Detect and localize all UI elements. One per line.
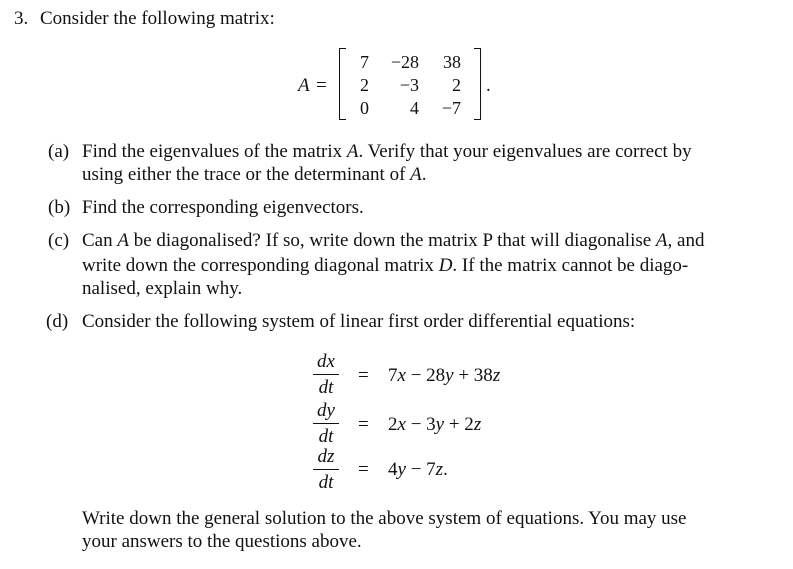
matrix-trailing-period: .	[486, 75, 491, 96]
text-run: , and	[667, 230, 705, 251]
part-a-line1	[82, 140, 692, 164]
eq2-denominator: dt	[318, 426, 334, 447]
matrix-right-bracket	[474, 48, 481, 120]
part-d-label: (d)	[46, 311, 69, 332]
matrix-cell: 0	[360, 98, 369, 118]
matrix-name: A	[298, 75, 310, 96]
text-run: − 7	[405, 459, 436, 480]
math-symbol: z	[435, 459, 444, 480]
matrix-a	[339, 48, 481, 120]
eq2-numerator: dy	[317, 400, 335, 421]
part-c-line2	[82, 254, 688, 278]
eq3-fraction-bar	[313, 469, 339, 470]
eq1-fraction-bar	[313, 374, 339, 375]
matrix-equals: =	[316, 75, 327, 96]
eq1-numerator: dx	[317, 351, 335, 372]
math-symbol: z	[492, 365, 501, 386]
eq3-equals: =	[358, 459, 369, 480]
question-number: 3.	[14, 8, 29, 29]
part-d-text: Consider the following system of linear first order differential equations:	[82, 311, 636, 332]
text-run: using either the trace or the determinant of	[82, 164, 411, 185]
text-run: − 28	[405, 365, 446, 386]
eq3-denominator: dt	[318, 472, 334, 493]
text-run: . If the matrix cannot be diago-	[452, 255, 689, 276]
matrix-cell: 2	[360, 75, 369, 95]
part-c-line3	[82, 277, 242, 301]
part-c-label: (c)	[48, 230, 70, 251]
matrix-cell: −28	[390, 52, 419, 72]
text-run: write down the corresponding diagonal matrix	[82, 255, 439, 276]
math-symbol: A	[410, 164, 422, 185]
matrix-cell: 7	[360, 52, 369, 72]
math-symbol: A	[346, 141, 359, 162]
part-d-closing-line2: your answers to the questions above.	[82, 531, 362, 552]
math-symbol: D	[438, 255, 453, 276]
part-b-label: (b)	[48, 197, 71, 218]
text-run: . Verify that your eigenvalues are correct by	[358, 141, 692, 162]
eq1-denominator: dt	[318, 377, 334, 398]
text-run: .	[421, 164, 427, 185]
eq3-numerator: dz	[317, 446, 335, 467]
part-c-line1	[82, 229, 704, 253]
math-symbol: A	[117, 230, 129, 251]
text-run: Find the eigenvalues of the matrix	[82, 141, 347, 162]
part-a-label: (a)	[48, 141, 70, 162]
math-symbol: A	[655, 230, 668, 251]
math-symbol: x	[397, 414, 406, 435]
math-symbol: z	[473, 414, 482, 435]
eq3-rhs	[388, 460, 448, 479]
text-run: 7	[388, 365, 398, 386]
text-run: be diagonalised? If so, write down the matrix P that will diagonalise	[128, 230, 656, 251]
matrix-cell: 4	[410, 98, 419, 118]
text-run: + 38	[453, 365, 493, 386]
eq2-rhs	[388, 415, 481, 434]
eq1-rhs	[388, 366, 500, 385]
text-run: 4	[388, 459, 398, 480]
math-symbol: y	[445, 365, 454, 386]
text-run: 2	[388, 414, 398, 435]
eq2-fraction-bar	[313, 423, 339, 424]
part-a-line2	[82, 163, 427, 187]
eq1-equals: =	[358, 365, 369, 386]
text-run: nalised, explain why.	[82, 278, 243, 299]
matrix-cell: 38	[443, 52, 461, 72]
math-symbol: y	[435, 414, 445, 435]
matrix-cell: −3	[399, 75, 419, 95]
matrix-cell: 2	[452, 75, 461, 95]
math-symbol: y	[397, 459, 406, 480]
eq2-equals: =	[358, 414, 369, 435]
text-run: + 2	[444, 414, 474, 435]
text-run: Can	[82, 230, 118, 251]
math-symbol: x	[397, 365, 406, 386]
part-b-text: Find the corresponding eigenvectors.	[82, 197, 364, 218]
part-d-closing-line1: Write down the general solution to the above system of equations. You may use	[82, 508, 687, 529]
matrix-cell: −7	[441, 98, 461, 118]
text-run: .	[443, 459, 448, 480]
question-intro: Consider the following matrix:	[40, 8, 275, 29]
text-run: − 3	[405, 414, 436, 435]
